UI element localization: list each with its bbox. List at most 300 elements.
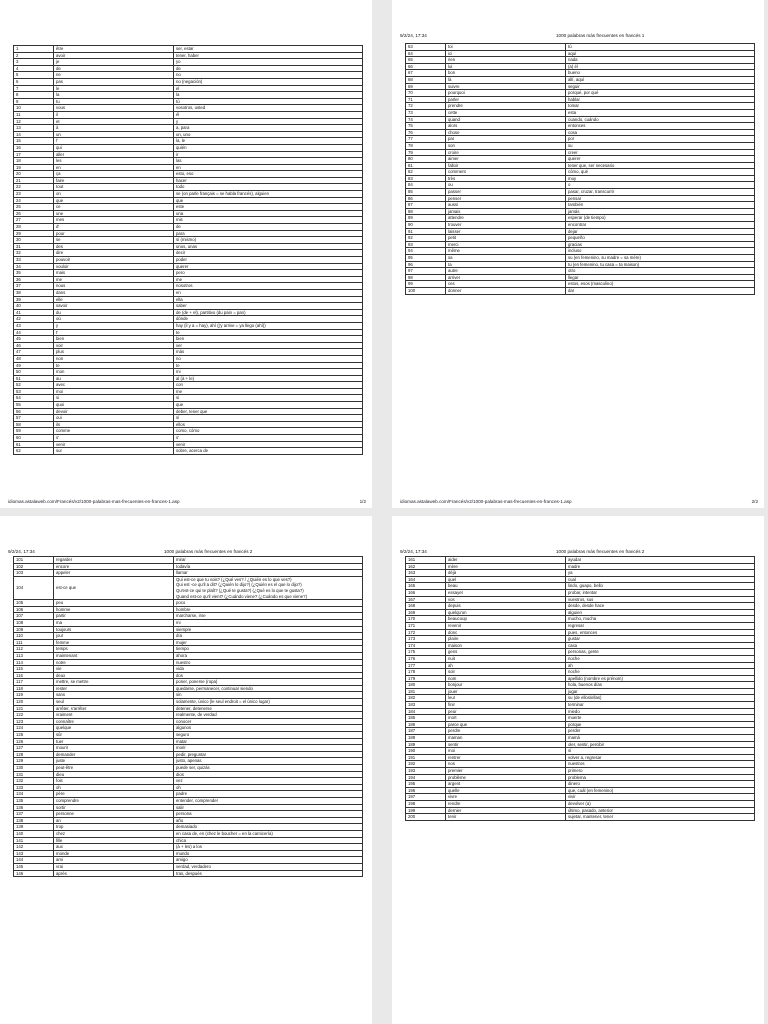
spanish-translation: aquí [566,50,755,57]
spanish-translation: mucho, mucha [566,616,755,623]
french-word: si [54,395,174,402]
spanish-translation: hombre [174,606,363,613]
spanish-translation: s' [174,435,363,442]
table-row [14,870,363,877]
vocab-table [13,556,363,877]
french-word: les [54,158,174,165]
spanish-translation: allí, aquí [566,76,755,83]
table-row [406,189,755,196]
page-footer [8,499,366,505]
row-number: 127 [14,745,54,752]
spanish-translation: seguro [174,732,363,739]
spanish-translation: vosotros, usted [174,105,363,112]
spanish-translation: poder [174,257,363,264]
spanish-translation: esto, eso [174,171,363,178]
spanish-translation: sobre, acerca de [174,448,363,455]
row-number: 163 [406,570,446,577]
french-word: l' [54,138,174,145]
table-row [14,633,363,640]
row-number: 37 [14,283,54,290]
spanish-translation: conocer [174,718,363,725]
row-number: 52 [14,382,54,389]
spanish-translation: pasar, cruzar, transcurrir [566,189,755,196]
vocab-table [13,45,363,455]
row-number: 107 [14,613,54,620]
french-word: moi [446,748,566,755]
french-word: t' [54,329,174,336]
table-row [14,138,363,145]
table-row [14,576,363,599]
french-word: merci [446,241,566,248]
row-number: 53 [14,388,54,395]
french-word: mais [54,270,174,277]
row-number: 117 [14,679,54,686]
table-row [406,768,755,775]
table-row [406,622,755,629]
table-row [406,589,755,596]
french-word: dire [54,250,174,257]
french-word: quelqu'un [446,609,566,616]
row-number: 191 [406,754,446,761]
spanish-translation: por [566,136,755,143]
french-word: chez [54,830,174,837]
row-number: 137 [14,811,54,818]
french-word: nous [54,283,174,290]
french-word: son [446,142,566,149]
table-row [406,682,755,689]
row-number: 129 [14,758,54,765]
page-header [400,549,756,555]
row-number: 69 [406,83,446,90]
spanish-translation: se (on parle français = se habla francés), alguien [174,191,363,198]
spanish-translation: y [174,118,363,125]
spanish-translation: mujer [174,639,363,646]
table-row [406,241,755,248]
french-word: maman [446,735,566,742]
row-number: 78 [406,142,446,149]
spanish-translation: el [174,85,363,92]
spanish-translation: poco [174,600,363,607]
row-number: 85 [406,189,446,196]
row-number: 63 [406,44,446,51]
row-number: 21 [14,177,54,184]
row-number: 94 [406,248,446,255]
table-row [14,303,363,310]
french-word: regarder [54,557,174,564]
spanish-translation: dejar [566,228,755,235]
row-number: 15 [14,138,54,145]
spanish-translation: vivir [566,794,755,801]
french-word: tout [54,184,174,191]
table-row [14,111,363,118]
row-number: 102 [14,563,54,570]
table-row [14,85,363,92]
spanish-translation: todo [174,184,363,191]
row-number: 14 [14,131,54,138]
row-number: 142 [14,844,54,851]
table-row [14,428,363,435]
page-header [400,33,756,39]
row-number: 6 [14,78,54,85]
french-word: femme [54,639,174,646]
row-number: 43 [14,322,54,329]
row-number: 45 [14,336,54,343]
french-word: donc [446,629,566,636]
french-word: jour [54,633,174,640]
spanish-translation: demasiado [174,824,363,831]
row-number: 93 [406,241,446,248]
spanish-translation: regresar [566,622,755,629]
row-number: 100 [406,287,446,294]
spanish-translation: seguir [566,83,755,90]
spanish-translation: una [174,210,363,217]
spanish-translation: justo, apenas [174,758,363,765]
table-row [406,583,755,590]
row-number: 139 [14,824,54,831]
french-word: je [54,59,174,66]
row-number: 143 [14,850,54,857]
spanish-translation: tú [174,98,363,105]
french-word: ma [54,619,174,626]
row-number: 57 [14,415,54,422]
row-number: 12 [14,118,54,125]
spanish-translation: él [174,111,363,118]
spanish-translation: nuestro [174,659,363,666]
french-word: ici [446,50,566,57]
row-number: 3 [14,59,54,66]
table-row [14,600,363,607]
french-word: an [54,817,174,824]
french-word: attendre [446,215,566,222]
table-row [14,349,363,356]
table-row [14,652,363,659]
table-row [14,850,363,857]
spanish-translation: miedo [566,708,755,715]
spanish-translation: vuestros, sus [566,596,755,603]
table-row [14,613,363,620]
french-word: alors [446,123,566,130]
row-number: 195 [406,781,446,788]
row-number: 71 [406,96,446,103]
row-number: 186 [406,721,446,728]
row-number: 83 [406,175,446,182]
french-word: toujours [54,626,174,633]
spanish-translation: cosa [566,129,755,136]
spanish-translation: morir [174,745,363,752]
table-row [14,191,363,198]
spanish-translation: como, cómo [174,428,363,435]
table-row [14,791,363,798]
table-row [14,362,363,369]
spanish-translation: en casa de, en (chez le boucher = en la carnicería) [174,830,363,837]
spanish-translation: sí (mismo) [174,237,363,244]
table-row [406,255,755,262]
spanish-translation: detener, detenerse [174,705,363,712]
spanish-translation: nuestros [566,761,755,768]
row-number: 99 [406,281,446,288]
french-word: aller [54,151,174,158]
row-number: 62 [14,448,54,455]
french-word: mort [446,715,566,722]
footer-url: idiomas.astalaweb.com/Francés/v2/1000-palabras-mas-frecuentes-en-frances-1.asp [400,499,572,504]
page-3 [0,516,372,1024]
french-word: ne [54,72,174,79]
row-number: 91 [406,228,446,235]
row-number: 194 [406,774,446,781]
spanish-translation: no [174,355,363,362]
french-word: quoi [54,402,174,409]
table-row [406,44,755,51]
french-word: rendre [446,800,566,807]
spanish-translation: noche [566,655,755,662]
row-number: 135 [14,797,54,804]
french-word: finir [446,702,566,709]
french-word: à [54,125,174,132]
row-number: 36 [14,276,54,283]
row-number: 73 [406,109,446,116]
spanish-translation: ver [174,342,363,349]
spanish-translation: un, uno [174,131,363,138]
french-word: connaître [54,718,174,725]
spanish-translation: yo [174,59,363,66]
table-row [406,741,755,748]
table-row [406,90,755,97]
spanish-translation: siempre [174,626,363,633]
table-row [14,296,363,303]
spanish-translation: ir [174,151,363,158]
spanish-translation: porque [566,721,755,728]
french-word: bon [446,70,566,77]
row-number: 115 [14,666,54,673]
row-number: 38 [14,289,54,296]
row-number: 98 [406,274,446,281]
french-word: que [54,197,174,204]
french-word: bonjour [446,682,566,689]
spanish-translation: (à + les) a los [174,844,363,851]
french-word: d' [54,224,174,231]
french-word: de [54,65,174,72]
french-word: la [54,92,174,99]
table-row [406,609,755,616]
table-row [406,287,755,294]
table-row [14,197,363,204]
table-row [14,817,363,824]
row-number: 179 [406,675,446,682]
row-number: 44 [14,329,54,336]
french-word: ils [54,421,174,428]
french-word: fois [54,778,174,785]
row-number: 49 [14,362,54,369]
french-word: toi [446,44,566,51]
spanish-translation: puede ser, quizás [174,765,363,772]
row-number: 84 [406,182,446,189]
french-word: même [446,248,566,255]
table-row [406,248,755,255]
row-number: 41 [14,309,54,316]
spanish-translation: hablar [566,96,755,103]
table-row [406,162,755,169]
french-word: ah [446,662,566,669]
spanish-translation: algunos [174,725,363,732]
table-row [14,105,363,112]
french-word: nuit [446,655,566,662]
table-row [14,243,363,250]
table-row [14,830,363,837]
row-number: 72 [406,103,446,110]
row-number: 61 [14,441,54,448]
french-word: premier [446,768,566,775]
spanish-translation: hola, buenos días [566,682,755,689]
french-word: vie [54,666,174,673]
french-word: problème [446,774,566,781]
table-row [14,771,363,778]
table-row [406,96,755,103]
french-word: mes [54,217,174,224]
french-word: bien [54,336,174,343]
french-word: temps [54,646,174,653]
table-row [14,65,363,72]
row-number: 11 [14,111,54,118]
spanish-translation: mis [174,217,363,224]
table-row [406,76,755,83]
header-date: 9/2/24, 17:34 [400,33,427,38]
spanish-translation: ayudar [566,557,755,564]
french-word: vouloir [54,263,174,270]
table-row [14,732,363,739]
row-number: 116 [14,672,54,679]
french-word: quand [446,116,566,123]
spanish-translation: incluso [566,248,755,255]
footer-url: idiomas.astalaweb.com/Francés/v2/1000-palabras-mas-frecuentes-en-frances-1.asp [8,499,180,504]
french-word: jouer [446,688,566,695]
table-row [14,263,363,270]
french-word: homme [54,606,174,613]
row-number: 46 [14,342,54,349]
spanish-translation: problema [566,774,755,781]
table-row [14,784,363,791]
row-number: 200 [406,814,446,821]
spanish-translation: tomar [566,103,755,110]
french-word: peu [54,600,174,607]
french-word: mettre, se mettre [54,679,174,686]
spanish-translation: pero [174,270,363,277]
french-word: autre [446,268,566,275]
french-word: oh [54,784,174,791]
french-word: parler [446,96,566,103]
spanish-translation: este [174,204,363,211]
french-word: le [54,85,174,92]
table-row [406,688,755,695]
spanish-translation: hacer [174,177,363,184]
spanish-translation: entonces [566,123,755,130]
table-row [406,215,755,222]
header-date: 9/2/24, 17:34 [400,549,427,554]
table-row [406,596,755,603]
french-word: maison [446,642,566,649]
french-word: mon [54,369,174,376]
spanish-translation: creer [566,149,755,156]
french-word: ou [446,182,566,189]
row-number: 166 [406,589,446,596]
french-word: quelque [54,725,174,732]
row-number: 105 [14,600,54,607]
french-word: y [54,322,174,329]
row-number: 103 [14,570,54,577]
spanish-translation: bien [174,336,363,343]
french-word: on [54,191,174,198]
table-row [14,72,363,79]
table-row [14,448,363,455]
french-word: peur [446,708,566,715]
row-number: 185 [406,715,446,722]
spanish-translation: madre [566,563,755,570]
french-word: aimer [446,156,566,163]
table-row [14,725,363,732]
table-row [406,735,755,742]
row-number: 119 [14,692,54,699]
spanish-translation: tener, haber [174,52,363,59]
row-number: 2 [14,52,54,59]
spanish-translation: de (de + el), partitivo (du pain = pan) [174,309,363,316]
table-row [406,281,755,288]
spanish-translation: a, para [174,125,363,132]
french-word: déjà [446,570,566,577]
table-row [14,619,363,626]
row-number: 120 [14,699,54,706]
page-2 [392,0,764,508]
table-row [406,268,755,275]
spanish-translation: tiempo [174,646,363,653]
french-word: vrai [54,863,174,870]
french-word: du [54,309,174,316]
table-row [14,712,363,719]
french-word: aussi [446,202,566,209]
row-number: 16 [14,144,54,151]
row-number: 51 [14,375,54,382]
row-number: 75 [406,123,446,130]
spanish-translation: probar, intentar [566,589,755,596]
spanish-translation: vida [174,666,363,673]
row-number: 121 [14,705,54,712]
french-word: aux [54,844,174,851]
table-row [406,63,755,70]
spanish-translation: poner, ponerse (ropa) [174,679,363,686]
spanish-translation: porqué, por qué [566,90,755,97]
table-row [14,666,363,673]
spanish-translation: cual [566,576,755,583]
french-word: arriver [446,274,566,281]
spanish-translation: marcharse, irse [174,613,363,620]
french-word: une [54,210,174,217]
spanish-translation: ella [174,296,363,303]
table-row [406,721,755,728]
spanish-translation: nosotros [174,283,363,290]
french-word: leur [446,695,566,702]
table-row [406,787,755,794]
header-title: 1000 palabras más frecuentes en francés 2 [556,549,645,554]
spanish-translation: mi [174,369,363,376]
french-word: où [54,316,174,323]
spanish-translation: ahora [174,652,363,659]
row-number: 19 [14,164,54,171]
table-row [406,662,755,669]
spanish-translation: gracias [566,241,755,248]
spanish-translation: jugar [566,688,755,695]
row-number: 32 [14,250,54,257]
table-row [14,626,363,633]
french-word: un [54,131,174,138]
row-number: 86 [406,195,446,202]
